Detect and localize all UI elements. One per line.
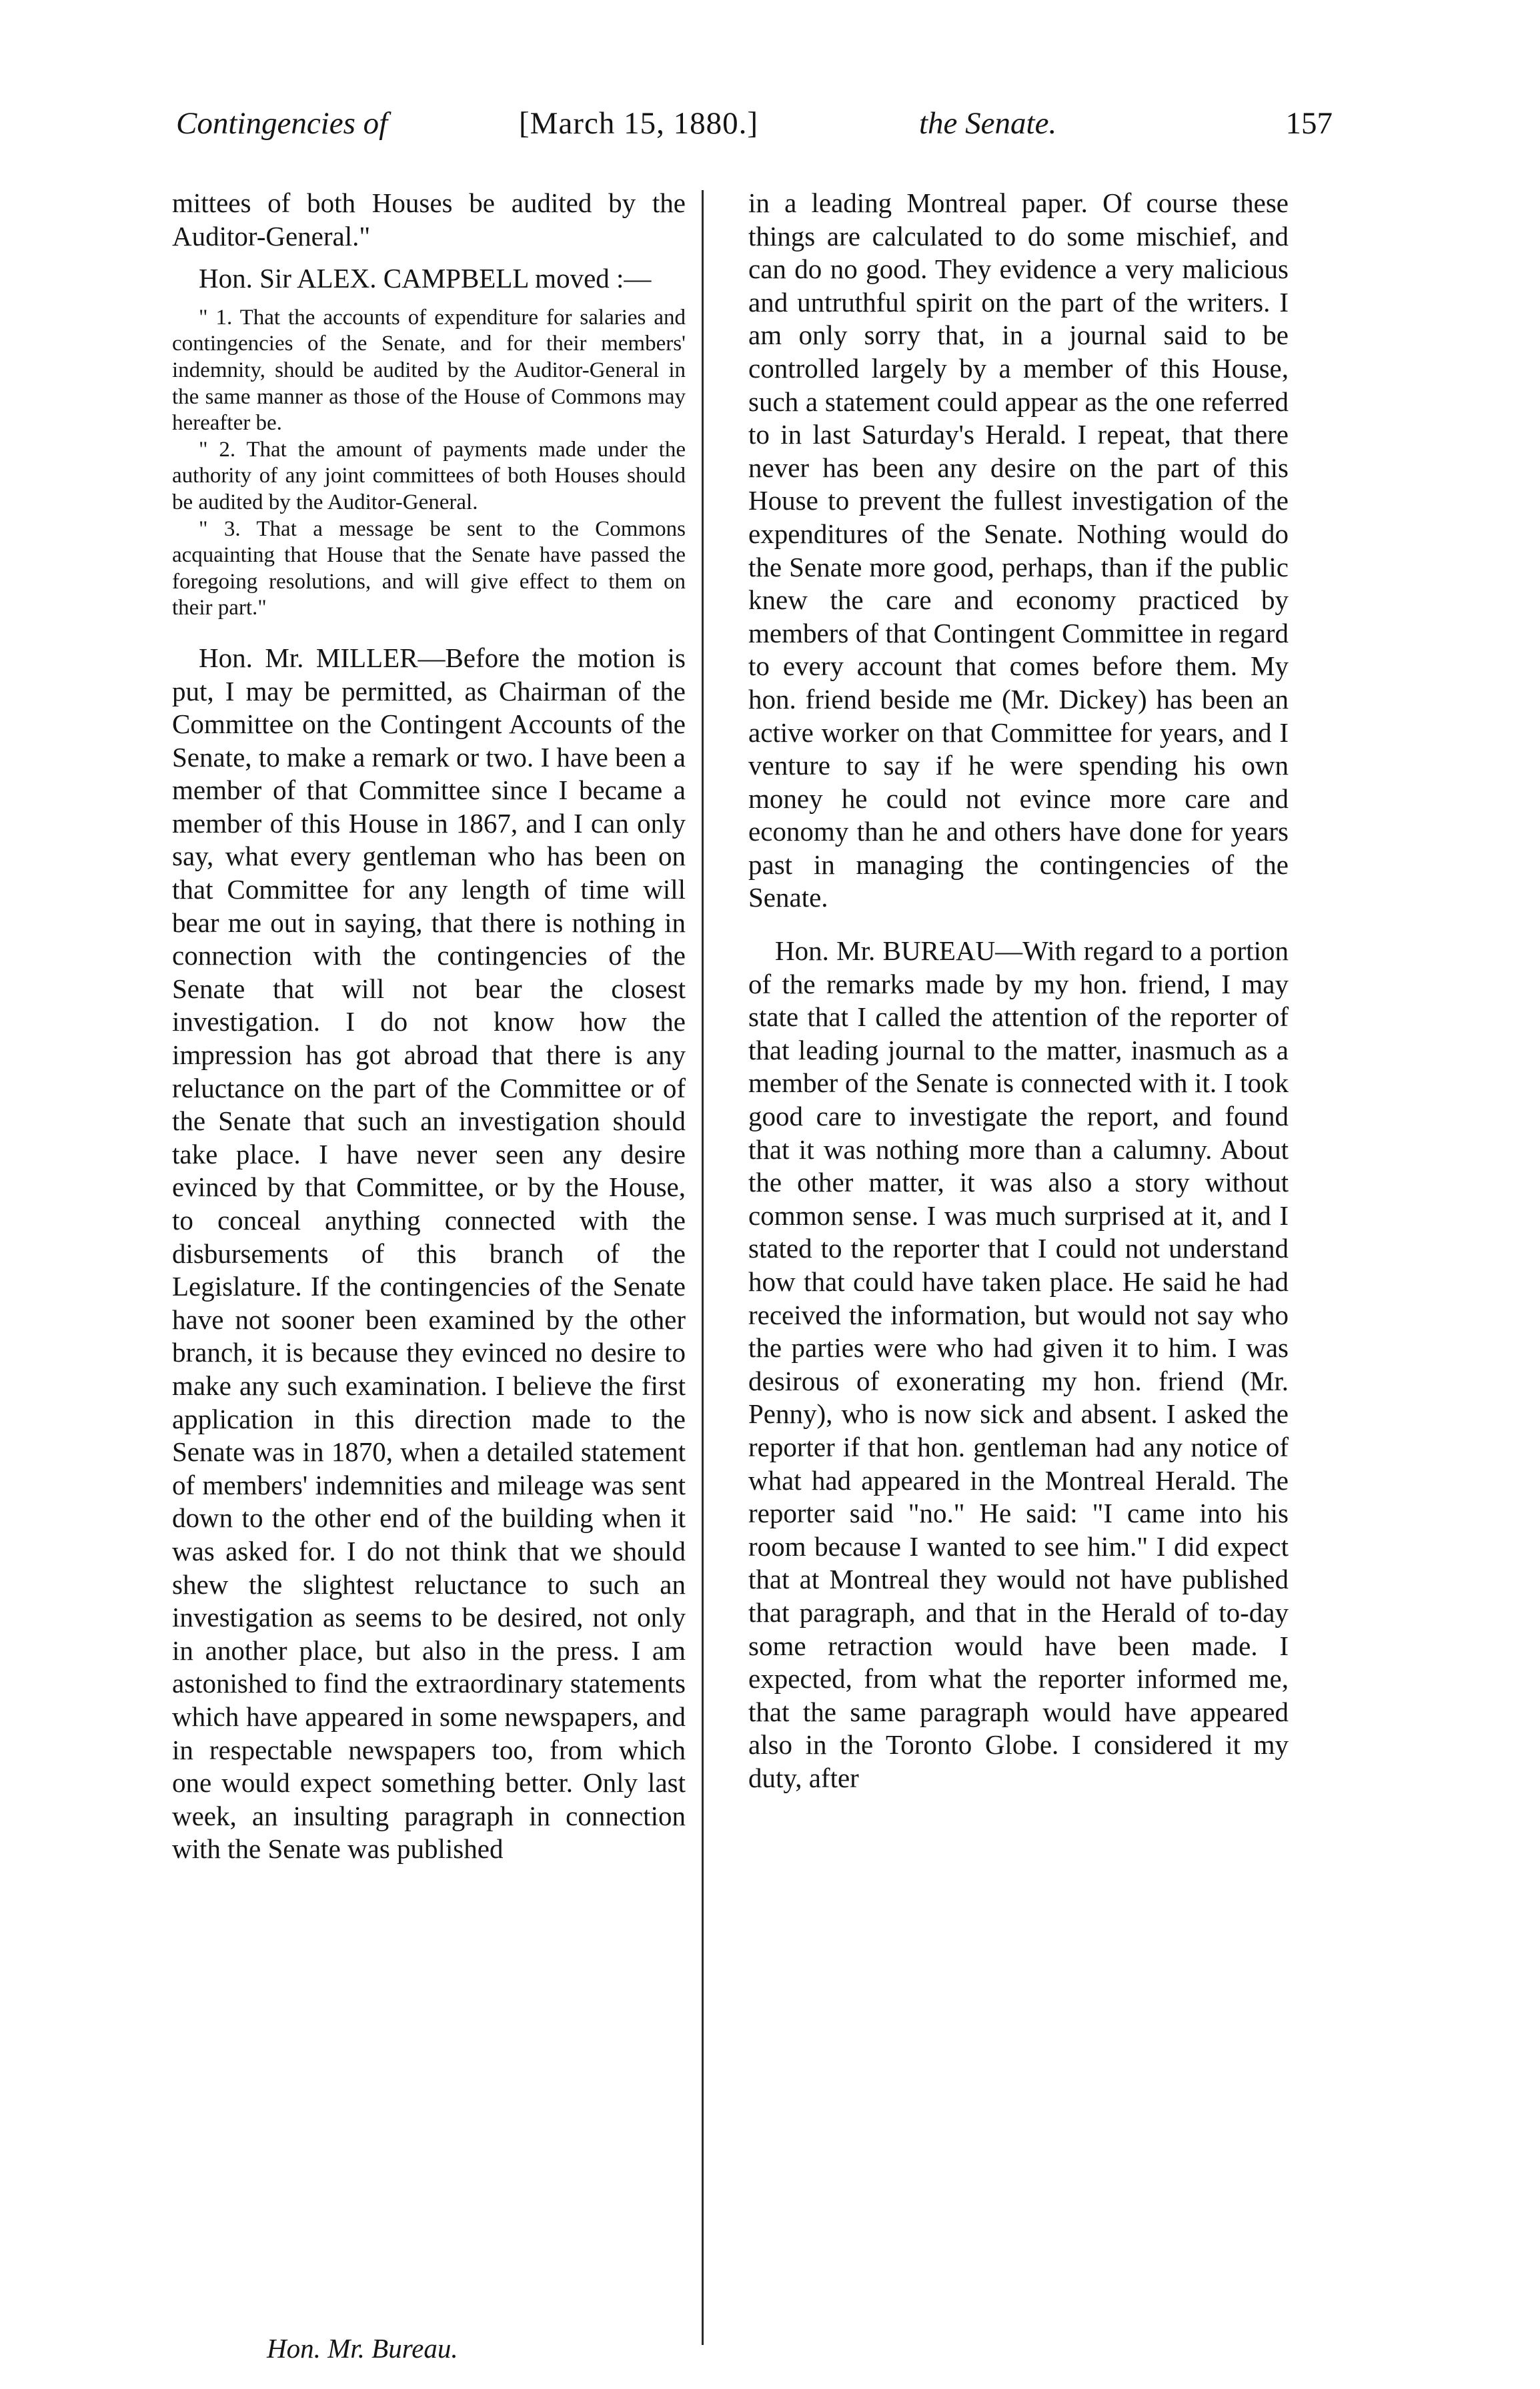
paragraph-motion: Hon. Sir ALEX. CAMPBELL moved :— [199, 263, 652, 294]
column-divider [702, 190, 704, 2345]
left-column [172, 187, 686, 1866]
paragraph-continuation: mittees of both Houses be audited by the Auditor-General." [172, 187, 686, 252]
paragraph-bureau: Hon. Mr. BUREAU—With regard to a portion of the remarks made by my hon. friend, I may state that I called the attention of the reporter of that leading journal to the matter, inasmuch as a member of the Senate is connected with it. I took good care to investigate the report, and found that it was nothing more than a calumny. About the other matter, it was also a story without common sense. I was much surprised at it, and I stated to the reporter that I could not understand how that could have taken place. He said he had received the information, but would not say who the parties were who had given it to him. I was desirous of exonerating my hon. friend (Mr. Penny), who is now sick and absent. I asked the reporter if that hon. gentleman had any notice of what had appeared in the Montreal Herald. The reporter said "no." He said: "I came into his room because I wanted to see him." I did expect that at Montreal they would not have published that paragraph, and that in the Herald of to-day some retraction would have been made. I expected, from what the reporter informed me, that the same paragraph would have appeared also in the Toronto Globe. I considered it my duty, after [748, 935, 1289, 1793]
running-head [172, 100, 1333, 147]
resolution-2: " 2. That the amount of payments made under the authority of any joint committees of both Houses should be audited by the Auditor-General. [172, 437, 686, 514]
catchword: Hon. Mr. Bureau. [267, 2333, 458, 2364]
resolutions-block [172, 305, 686, 622]
header-right: the Senate. [919, 106, 1057, 141]
resolution-1: " 1. That the accounts of expenditure for salaries and contingencies of the Senate, and for their members' indemnity, should be audited by the Auditor-General in the same manner as those of the House of Commons may hereafter be. [172, 305, 686, 436]
paragraph-miller: Hon. Mr. MILLER—Before the motion is put, I may be permitted, as Chairman of the Committee on the Contingent Accounts of the Senate, to make a remark or two. I have been a member of that Committee since I became a member of this House in 1867, and I can only say, what every gentleman who has been on that Committee for any length of time will bear me out in saying, that there is nothing in connection with the contingencies of the Senate that will not bear the closest investigation. I do not know how the impression has got abroad that there is any reluctance on the part of the Committee or of the Senate that such an investigation should take place. I have never seen any desire evinced by that Committee, or by the House, to conceal anything connected with the disbursements of this branch of the Legislature. If the contingencies of the Senate have not sooner been examined by the other branch, it is because they evinced no desire to make any such examination. I believe the first application in this direction made to the Senate was in 1870, when a detailed statement of members' indemnities and mileage was sent down to the other end of the building when it was asked for. I do not think that we should shew the slightest reluctance to such an investigation as seems to be desired, not only in another place, but also in the press. I am astonished to find the extraordinary statements which have appeared in some newspapers, and in respectable newspapers too, from which one would expect something better. Only last week, an insulting paragraph in connection with the Senate was published [172, 642, 686, 1865]
right-column [748, 187, 1289, 1795]
header-date: [March 15, 1880.] [519, 106, 758, 141]
page-number: 157 [1285, 106, 1333, 141]
paragraph-miller-continued: in a leading Montreal paper. Of course these things are calculated to do some mischief, and can do no good. They evidence a very malicious and untruthful spirit on the part of the writers. I am only sorry that, in a journal said to be controlled largely by a member of this House, such a statement could appear as the one referred to in last Saturday's Herald. I repeat, that there never has been any desire on the part of this House to prevent the fullest investigation of the expenditures of the Senate. Nothing would do the Senate more good, perhaps, than if the public knew the care and economy practiced by members of that Contingent Committee in regard to every account that comes before them. My hon. friend beside me (Mr. Dickey) has been an active worker on that Committee for years, and I venture to say if he were spending his own money he could not evince more care and economy than he and others have done for years past in managing the contingencies of the Senate. [748, 187, 1289, 913]
header-left: Contingencies of [176, 106, 388, 141]
resolution-3: " 3. That a message be sent to the Commons acquainting that House that the Senate have passed the foregoing resolutions, and will give effect to them on their part." [172, 516, 686, 620]
